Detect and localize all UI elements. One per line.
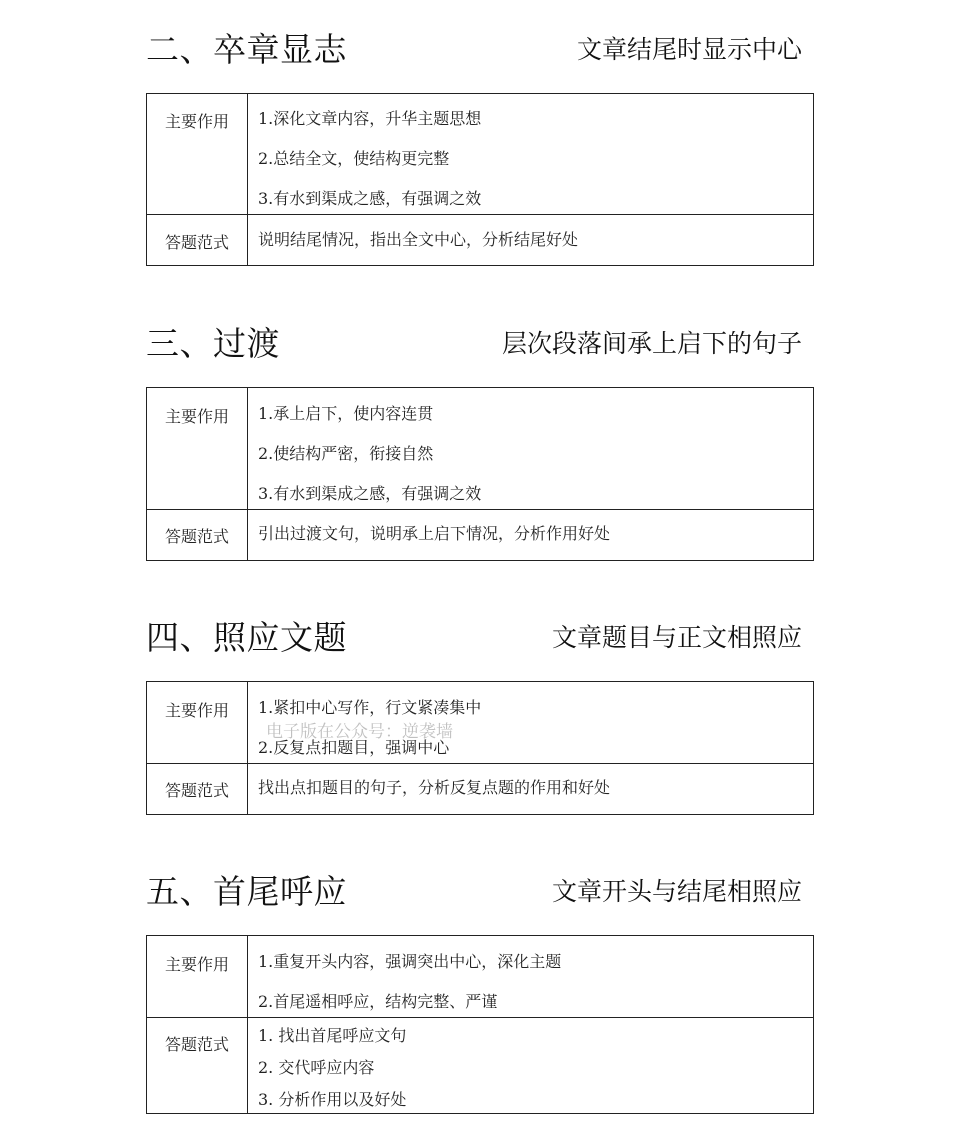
list-item: 2.使结构严密，衔接自然: [258, 444, 434, 463]
section-title: 三、过渡: [146, 324, 280, 363]
row-label: 答题范式: [164, 1035, 229, 1054]
content-cell: [248, 94, 814, 215]
table-row: [147, 94, 814, 215]
row-label: 主要作用: [164, 112, 229, 131]
section-subtitle: 层次段落间承上启下的句子: [501, 329, 802, 358]
list-item: 说明结尾情况，指出全文中心，分析结尾好处: [258, 230, 579, 249]
content-cell: [248, 215, 814, 266]
content-cell: [248, 1018, 814, 1114]
info-table: [146, 387, 814, 561]
table-row: [147, 1018, 814, 1114]
section-title: 四、照应文题: [146, 618, 347, 657]
list-item: 3. 分析作用以及好处: [258, 1090, 407, 1109]
row-label: 主要作用: [164, 955, 229, 974]
section-subtitle: 文章开头与结尾相照应: [551, 877, 802, 906]
content-cell: [248, 936, 814, 1018]
row-label-cell: [147, 1018, 248, 1114]
content-cell: [248, 388, 814, 510]
table-row: [147, 215, 814, 266]
table-row: [147, 936, 814, 1018]
section-subtitle: 文章题目与正文相照应: [551, 623, 802, 652]
info-table: [146, 681, 814, 815]
list-item: 2.总结全文，使结构更完整: [258, 149, 450, 168]
row-label-cell: [147, 936, 248, 1018]
section-title: 五、首尾呼应: [146, 872, 347, 911]
row-label-cell: [147, 94, 248, 215]
list-item: 2. 交代呼应内容: [258, 1058, 375, 1077]
list-item: 1.重复开头内容，强调突出中心，深化主题: [258, 952, 562, 971]
row-label: 答题范式: [164, 781, 229, 800]
table-row: [147, 682, 814, 764]
list-item: 引出过渡文句，说明承上启下情况，分析作用好处: [258, 524, 611, 543]
list-item: 找出点扣题目的句子，分析反复点题的作用和好处: [258, 778, 611, 797]
table-row: [147, 764, 814, 815]
row-label-cell: [147, 388, 248, 510]
row-label: 主要作用: [164, 701, 229, 720]
table-row: [147, 388, 814, 510]
row-label: 主要作用: [164, 407, 229, 426]
row-label-cell: [147, 510, 248, 561]
section-title: 二、卒章显志: [146, 30, 347, 69]
list-item: 2.反复点扣题目，强调中心: [258, 738, 450, 757]
content-cell: [248, 764, 814, 815]
list-item: 1.深化文章内容，升华主题思想: [258, 109, 482, 128]
watermark: 电子版在公众号：逆袭墙: [266, 722, 453, 742]
list-item: 3.有水到渠成之感，有强调之效: [258, 484, 482, 503]
row-label-cell: [147, 764, 248, 815]
row-label: 答题范式: [164, 527, 229, 546]
info-table: [146, 935, 814, 1114]
list-item: 1.承上启下，使内容连贯: [258, 404, 434, 423]
table-row: [147, 510, 814, 561]
row-label-cell: [147, 215, 248, 266]
list-item: 1.紧扣中心写作，行文紧凑集中: [258, 698, 482, 717]
row-label-cell: [147, 682, 248, 764]
list-item: 2.首尾遥相呼应，结构完整、严谨: [258, 992, 498, 1011]
info-table: [146, 93, 814, 266]
list-item: 3.有水到渠成之感，有强调之效: [258, 189, 482, 208]
content-cell: [248, 510, 814, 561]
row-label: 答题范式: [164, 233, 229, 252]
list-item: 1. 找出首尾呼应文句: [258, 1026, 407, 1045]
section-subtitle: 文章结尾时显示中心: [576, 35, 802, 64]
